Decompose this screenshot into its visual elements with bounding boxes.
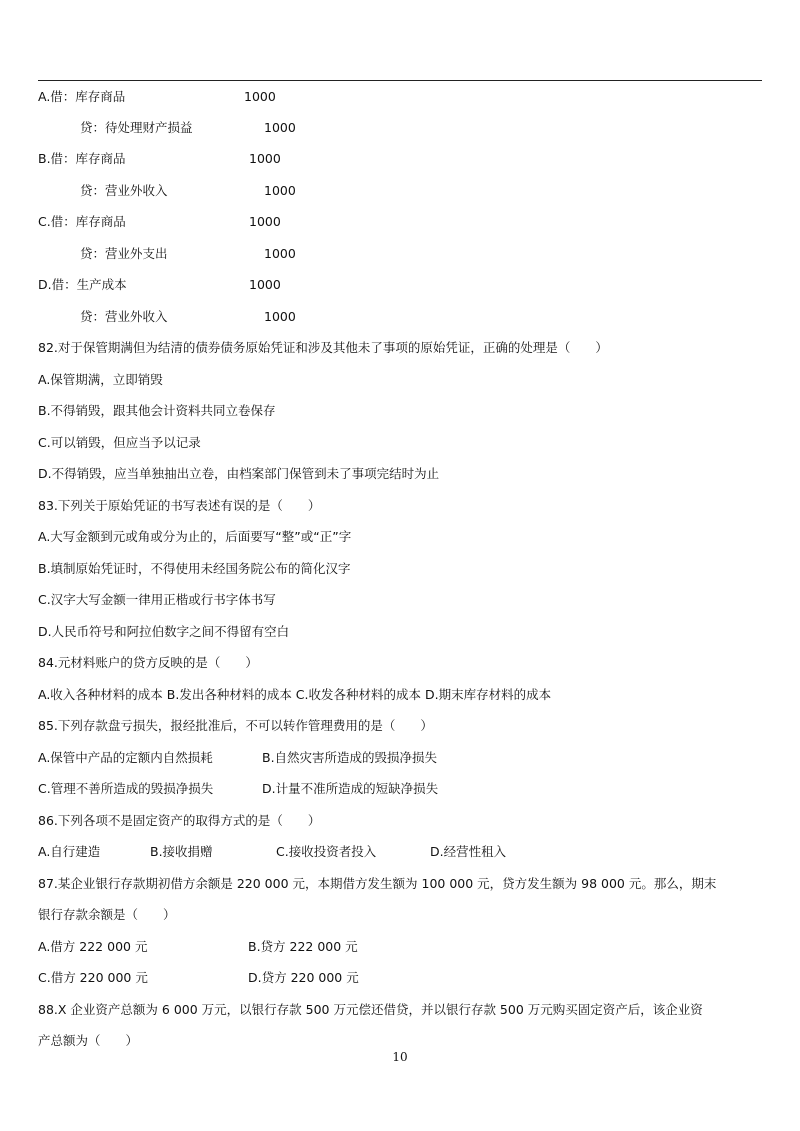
q86-option-c: C.接收投资者投入 xyxy=(276,844,377,859)
q84-options: A.收入各种材料的成本 B.发出各种材料的成本 C.收发各种材料的成本 D.期末库存材料的成本 xyxy=(38,687,552,702)
q85-option-c: C.管理不善所造成的毁损净损失 xyxy=(38,781,214,796)
q87-option-d: D.贷方 220 000 元 xyxy=(248,970,359,985)
option-a-credit-amount: 1000 xyxy=(264,120,296,135)
option-c-debit: C.借：库存商品 xyxy=(38,214,126,229)
option-d-debit: D.借：生产成本 xyxy=(38,277,127,292)
q87-stem-line1: 87.某企业银行存款期初借方余额是 220 000 元，本期借方发生额为 100 000 元，贷方发生额为 98 000 元。那么，期末 xyxy=(38,876,717,891)
option-b-debit-amount: 1000 xyxy=(249,151,281,166)
option-c-credit: 贷：营业外支出 xyxy=(80,246,168,261)
q88-stem-line1: 88.X 企业资产总额为 6 000 万元，以银行存款 500 万元偿还借贷，并以银行存款 500 万元购买固定资产后，该企业资 xyxy=(38,1002,703,1017)
page-number: 10 xyxy=(392,1050,408,1064)
option-d-debit-amount: 1000 xyxy=(249,277,281,292)
option-b-debit: B.借：库存商品 xyxy=(38,151,126,166)
q83-stem: 83.下列关于原始凭证的书写表述有误的是（ ） xyxy=(38,498,321,513)
q87-stem-line2: 银行存款余额是（ ） xyxy=(38,907,176,922)
option-c-debit-amount: 1000 xyxy=(249,214,281,229)
q87-option-a: A.借方 222 000 元 xyxy=(38,939,148,954)
q86-stem: 86.下列各项不是固定资产的取得方式的是（ ） xyxy=(38,813,321,828)
q82-option-d: D.不得销毁，应当单独抽出立卷，由档案部门保管到未了事项完结时为止 xyxy=(38,466,440,481)
option-a-credit: 贷：待处理财产损益 xyxy=(80,120,193,135)
q87-option-b: B.贷方 222 000 元 xyxy=(248,939,358,954)
q82-option-b: B.不得销毁，跟其他会计资料共同立卷保存 xyxy=(38,403,276,418)
option-b-credit: 贷：营业外收入 xyxy=(80,183,168,198)
option-a-debit-amount: 1000 xyxy=(244,89,276,104)
header-rule xyxy=(38,80,762,81)
q85-option-a: A.保管中产品的定额内自然损耗 xyxy=(38,750,213,765)
q84-stem: 84.元材料账户的贷方反映的是（ ） xyxy=(38,655,258,670)
q86-option-d: D.经营性租入 xyxy=(430,844,507,859)
option-c-credit-amount: 1000 xyxy=(264,246,296,261)
q87-option-c: C.借方 220 000 元 xyxy=(38,970,148,985)
q88-stem-line2: 产总额为（ ） xyxy=(38,1033,139,1048)
q83-option-a: A.大写金额到元或角或分为止的，后面要写“整”或“正”字 xyxy=(38,529,352,544)
option-b-credit-amount: 1000 xyxy=(264,183,296,198)
q85-option-b: B.自然灾害所造成的毁损净损失 xyxy=(262,750,438,765)
q83-option-b: B.填制原始凭证时，不得使用未经国务院公布的简化汉字 xyxy=(38,561,351,576)
q85-stem: 85.下列存款盘亏损失，报经批准后，不可以转作管理费用的是（ ） xyxy=(38,718,433,733)
q83-option-d: D.人民币符号和阿拉伯数字之间不得留有空白 xyxy=(38,624,290,639)
q85-option-d: D.计量不准所造成的短缺净损失 xyxy=(262,781,439,796)
q83-option-c: C.汉字大写金额一律用正楷或行书字体书写 xyxy=(38,592,276,607)
q82-stem: 82.对于保管期满但为结清的债券债务原始凭证和涉及其他未了事项的原始凭证，正确的处理是（ ） xyxy=(38,340,608,355)
option-a-debit: A.借：库存商品 xyxy=(38,89,126,104)
q86-option-b: B.接收捐赠 xyxy=(150,844,213,859)
q86-option-a: A.自行建造 xyxy=(38,844,101,859)
option-d-credit-amount: 1000 xyxy=(264,309,296,324)
option-d-credit: 贷：营业外收入 xyxy=(80,309,168,324)
q82-option-c: C.可以销毁，但应当予以记录 xyxy=(38,435,201,450)
q82-option-a: A.保管期满，立即销毁 xyxy=(38,372,163,387)
